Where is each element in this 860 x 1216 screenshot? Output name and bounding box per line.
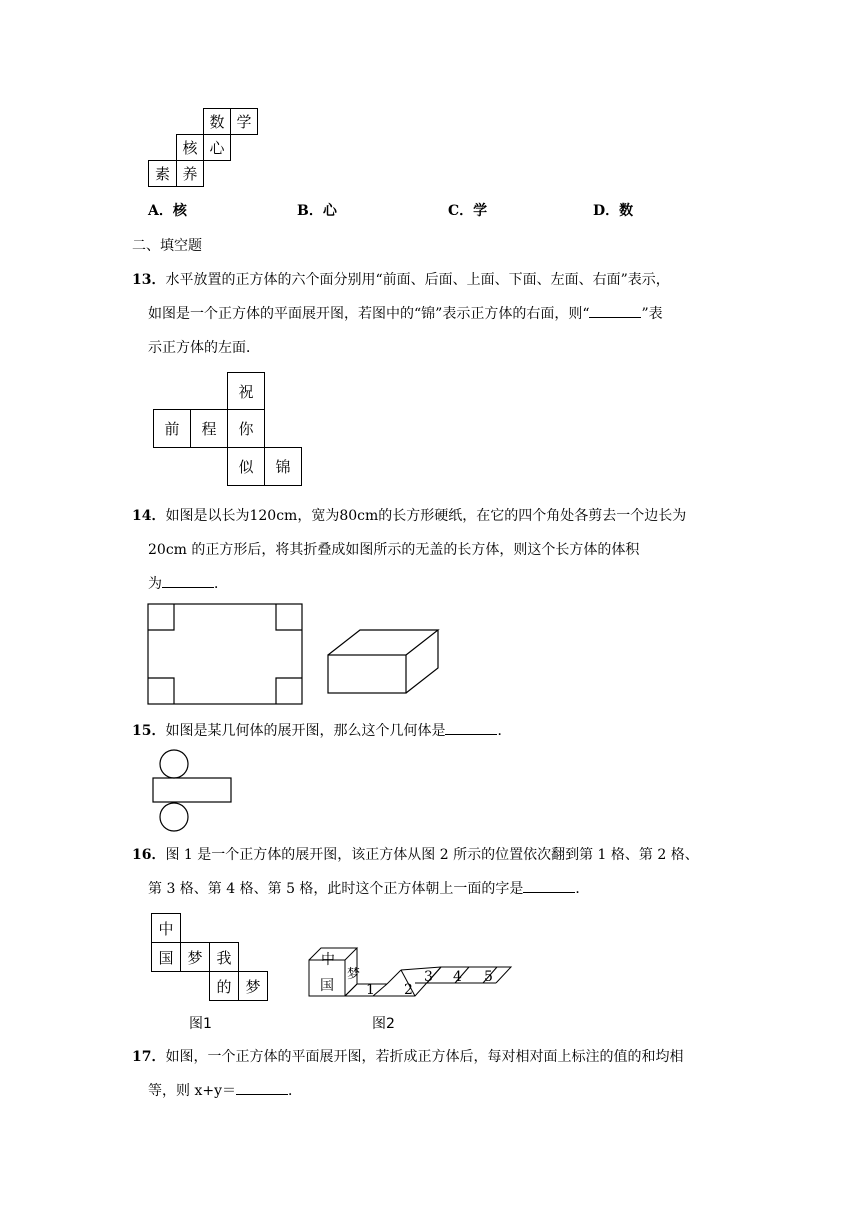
- corner-cut: [148, 604, 174, 630]
- q12-option-d: D．数: [593, 203, 634, 219]
- top-circle: [160, 750, 188, 778]
- q13-line2: [148, 304, 663, 324]
- q13-line3: 示正方体的左面．: [148, 340, 260, 356]
- q14-text: 为: [148, 576, 162, 592]
- q16-fig2: [300, 938, 530, 1008]
- q16-net-cell: 中: [151, 913, 181, 943]
- q15-figure: [145, 746, 245, 836]
- q13-net-cell: 锦: [264, 447, 302, 486]
- track-cell-label: 4: [453, 969, 462, 985]
- q16-net-cell: 国: [151, 942, 181, 972]
- q12-net-cell: 素: [148, 160, 177, 187]
- track-cell-label: 3: [424, 969, 433, 985]
- q13-text: 水平放置的正方体的六个面分别用“前面、后面、上面、下面、左面、右面”表示，: [165, 272, 670, 288]
- q12-net-cell: 心: [203, 134, 231, 161]
- q16-text: 第 3 格、第 4 格、第 5 格，此时这个正方体朝上一面的字是: [148, 881, 524, 897]
- q16-fig2-caption: 图2: [372, 1016, 395, 1032]
- track-cell-label: 5: [484, 969, 493, 985]
- q15-text: 如图是某几何体的展开图，那么这个几何体是: [165, 723, 446, 739]
- cube-top-face-label: 中: [321, 952, 335, 968]
- bottom-circle: [160, 803, 188, 831]
- track-cell-label: 1: [366, 982, 375, 998]
- q16-text: 图 1 是一个正方体的展开图，该正方体从图 2 所示的位置依次翻到第 1 格、第 2 格、: [165, 847, 699, 863]
- q17-text: ．: [288, 1083, 302, 1099]
- paper-rectangle: [148, 604, 302, 704]
- q14-text: ．: [214, 576, 228, 592]
- q16-net-cell: 我: [209, 942, 239, 972]
- q14-figure: [140, 598, 460, 710]
- q15-text: ．: [497, 723, 512, 739]
- q13-answer-blank[interactable]: [589, 317, 641, 318]
- q12-net-cell: 养: [176, 160, 204, 187]
- cube-front-face-label: 国: [320, 978, 334, 994]
- q15-number: 15．: [132, 723, 166, 739]
- q13-text: 如图是一个正方体的平面展开图，若图中的“锦”表示正方体的右面，则“: [148, 306, 590, 322]
- section-title: 二、填空题: [132, 238, 202, 254]
- q13-line1: [132, 270, 670, 290]
- corner-cut: [148, 678, 174, 704]
- q14-number: 14．: [132, 508, 166, 524]
- q16-line1: [132, 845, 699, 865]
- q14-line1: [132, 506, 686, 526]
- q16-net-cell: 梦: [238, 971, 268, 1001]
- q15-answer-blank[interactable]: [445, 734, 497, 735]
- q14-line3: [148, 574, 228, 594]
- q13-net-cell: 前: [153, 409, 191, 448]
- q13-text: ”表: [641, 306, 663, 322]
- lateral-rectangle: [153, 778, 231, 802]
- q12-net-cell: 核: [176, 134, 204, 161]
- track-cell-label: 2: [404, 982, 413, 998]
- q16-text: ．: [575, 881, 590, 897]
- q13-net-cell: 似: [227, 447, 265, 486]
- corner-cut: [276, 678, 302, 704]
- q13-number: 13．: [132, 272, 166, 288]
- open-box: [328, 630, 438, 693]
- q16-net-cell: 梦: [180, 942, 210, 972]
- q12-option-b: B．心: [297, 203, 337, 219]
- q15-line: [132, 721, 511, 741]
- q12-option-c: C．学: [448, 203, 488, 219]
- q13-net-cell: 祝: [227, 372, 265, 410]
- q17-number: 17．: [132, 1049, 166, 1065]
- q17-line1: [132, 1047, 683, 1067]
- q16-answer-blank[interactable]: [523, 892, 575, 893]
- q16-number: 16．: [132, 847, 166, 863]
- q16-fig1-caption: 图1: [189, 1016, 212, 1032]
- q17-text: 等，则 x+y＝: [148, 1083, 236, 1099]
- q17-answer-blank[interactable]: [236, 1094, 288, 1095]
- q12-option-a: A．核: [148, 203, 187, 219]
- cube-side-face-label: 梦: [347, 967, 361, 982]
- q17-text: 如图，一个正方体的平面展开图，若折成正方体后，每对相对面上标注的值的和均相: [165, 1049, 684, 1065]
- q14-answer-blank[interactable]: [162, 587, 214, 588]
- corner-cut: [276, 604, 302, 630]
- q12-net-cell: 数: [203, 108, 231, 135]
- q13-net-cell: 程: [190, 409, 228, 448]
- q14-text: 如图是以长为120cm，宽为80cm的长方形硬纸，在它的四个角处各剪去一个边长为: [165, 508, 687, 524]
- q13-net-cell: 你: [227, 409, 265, 448]
- q16-line2: [148, 879, 589, 899]
- q14-line2: 20cm 的正方形后，将其折叠成如图所示的无盖的长方体，则这个长方体的体积: [148, 542, 640, 558]
- q16-net-cell: 的: [209, 971, 239, 1001]
- q12-net-cell: 学: [230, 108, 258, 135]
- q17-line2: [148, 1081, 302, 1101]
